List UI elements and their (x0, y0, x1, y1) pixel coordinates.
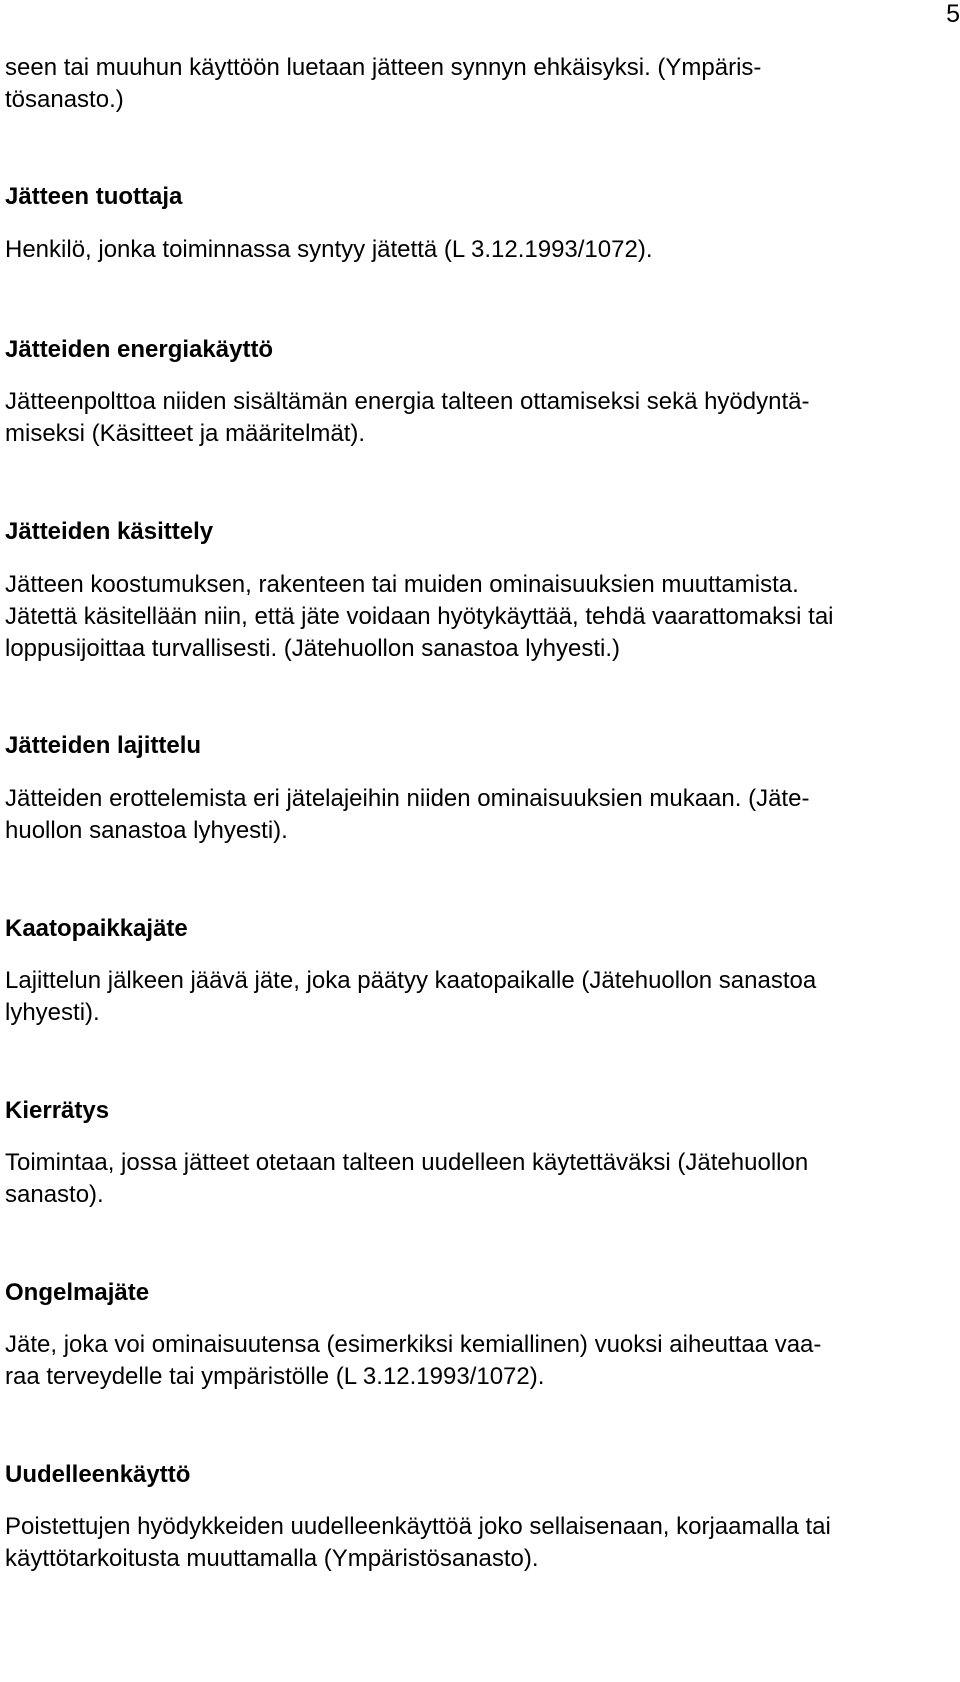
term-text: loppusijoittaa turvallisesti. (Jätehuollon sanastoa lyhyesti.) (5, 635, 620, 662)
term-title-uudelleenkaytto: Uudelleenkäyttö (5, 1461, 191, 1488)
term-title-jatteiden-kasittely: Jätteiden käsittely (5, 518, 214, 545)
term-text: miseksi (Käsitteet ja määritelmät). (5, 420, 366, 447)
term-text: lyhyesti). (5, 999, 100, 1026)
term-text: Jäte, joka voi ominaisuutensa (esimerkiksi kemiallinen) vuoksi aiheuttaa vaa- (5, 1331, 822, 1358)
term-text: Poistettujen hyödykkeiden uudelleenkäyttöä joko sellaisenaan, korjaamalla tai (5, 1513, 831, 1540)
term-title-jatteiden-energiakaytto: Jätteiden energiakäyttö (5, 336, 274, 363)
term-text: sanasto). (5, 1181, 104, 1208)
term-text: huollon sanastoa lyhyesti). (5, 817, 288, 844)
term-text: Jätettä käsitellään niin, että jäte voidaan hyötykäyttää, tehdä vaarattomaksi tai (5, 603, 834, 630)
term-text: Lajittelun jälkeen jäävä jäte, joka päätyy kaatopaikalle (Jätehuollon sanastoa (5, 967, 817, 994)
term-text: raa terveydelle tai ympäristölle (L 3.12.1993/1072). (5, 1363, 545, 1390)
term-text: Henkilö, jonka toiminnassa syntyy jätettä (L 3.12.1993/1072). (5, 236, 653, 263)
intro-line: seen tai muuhun käyttöön luetaan jätteen synnyn ehkäisyksi. (Ympäris- (5, 54, 762, 81)
term-title-jatteiden-lajittelu: Jätteiden lajittelu (5, 732, 202, 759)
term-title-kaatopaikkajate: Kaatopaikkajäte (5, 915, 188, 942)
term-title-kierratys: Kierrätys (5, 1097, 110, 1124)
page-number: 5 (946, 0, 960, 28)
term-text: Toimintaa, jossa jätteet otetaan talteen uudelleen käytettäväksi (Jätehuollon (5, 1149, 809, 1176)
term-text: Jätteenpolttoa niiden sisältämän energia talteen ottamiseksi sekä hyödyntä- (5, 388, 810, 415)
term-title-jatteen-tuottaja: Jätteen tuottaja (5, 183, 183, 210)
term-text: käyttötarkoitusta muuttamalla (Ympäristösanasto). (5, 1545, 539, 1572)
term-text: Jätteen koostumuksen, rakenteen tai muiden ominaisuuksien muuttamista. (5, 571, 799, 598)
term-title-ongelmajate: Ongelmajäte (5, 1279, 150, 1306)
intro-line: tösanasto.) (5, 86, 124, 113)
term-text: Jätteiden erottelemista eri jätelajeihin niiden ominaisuuksien mukaan. (Jäte- (5, 785, 810, 812)
